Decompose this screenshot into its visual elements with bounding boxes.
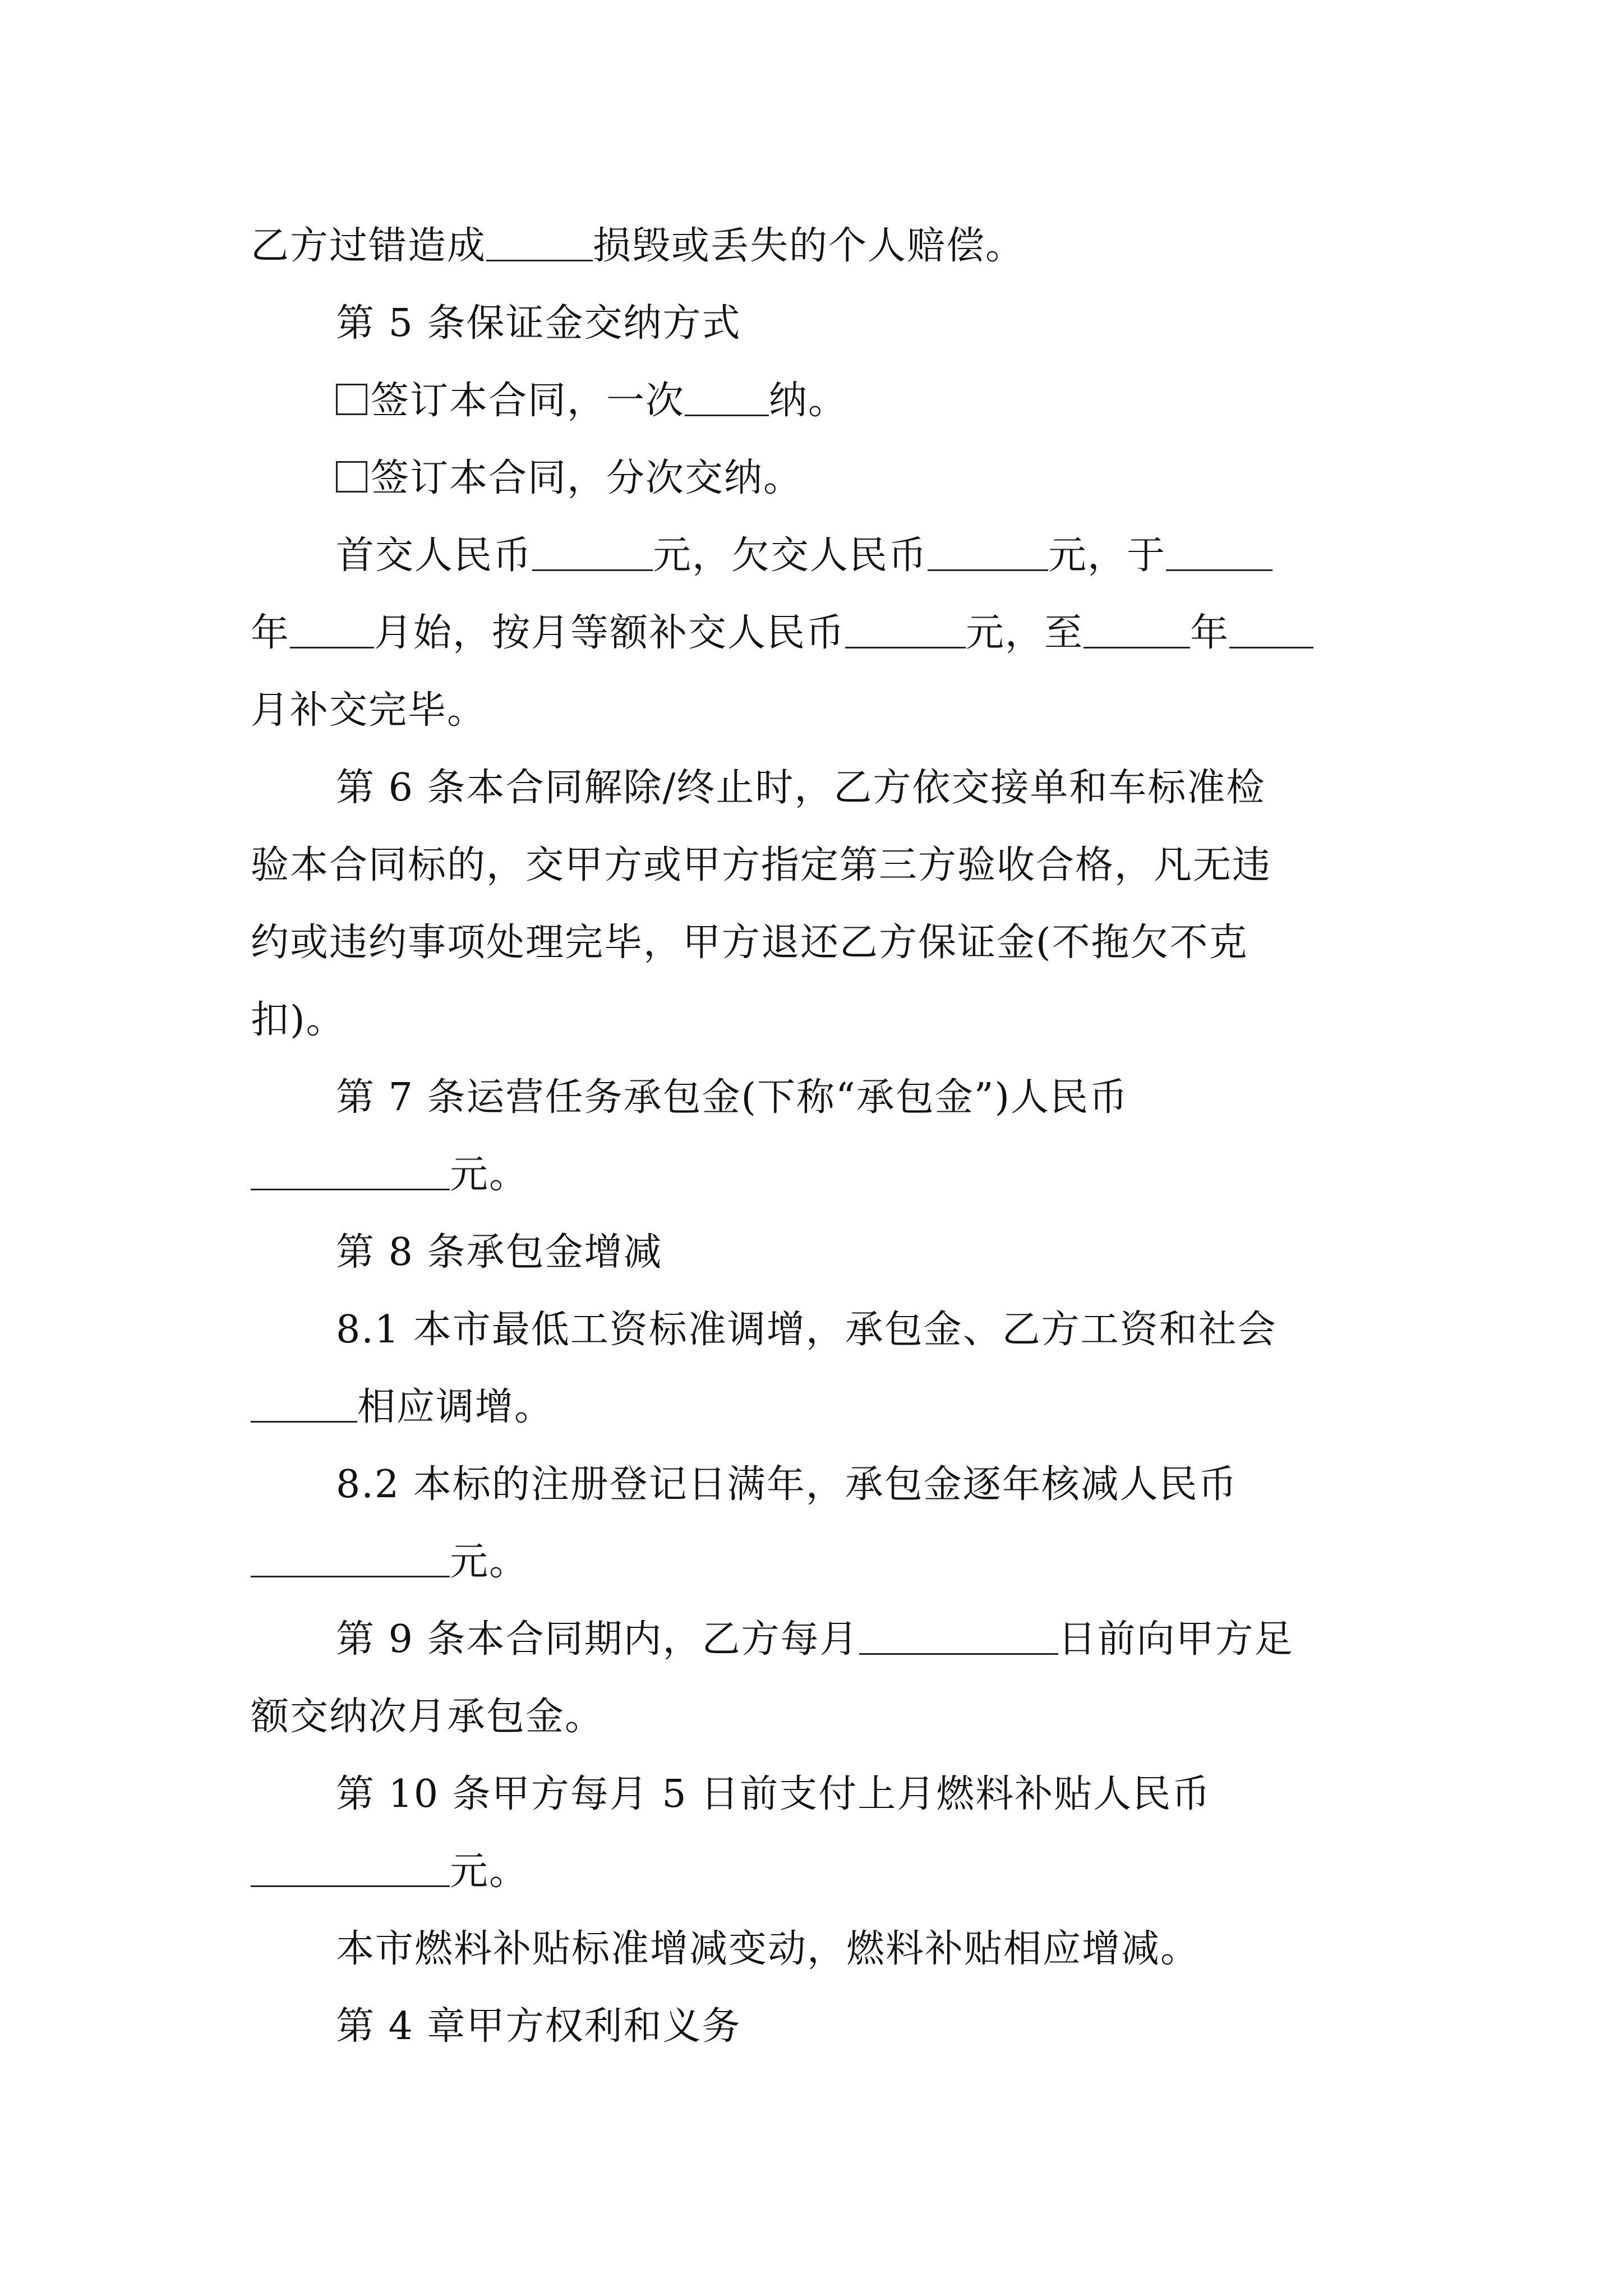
- paragraph-installment-terms: [251, 517, 1389, 749]
- text-segment: 相应调增。: [357, 1385, 554, 1429]
- blank-field: [251, 1154, 450, 1190]
- paragraph-article-6: [251, 749, 1389, 1059]
- blank-field: [251, 1387, 357, 1423]
- blank-field: [532, 535, 653, 571]
- line: 额交纳次月承包金。: [251, 1695, 605, 1739]
- line: [251, 595, 1389, 672]
- text-segment: 元，至: [966, 611, 1084, 655]
- blank-field: [685, 380, 769, 416]
- blank-field: [251, 1542, 450, 1577]
- line: [251, 517, 1389, 595]
- blank-field: [290, 613, 374, 648]
- blank-field: [1229, 613, 1313, 648]
- text-segment: 签订本合同，分次交纳。: [371, 456, 803, 500]
- text-segment: 损毁或丢失的个人赔偿。: [593, 224, 1025, 268]
- paragraph-article-10: [251, 1756, 1389, 1911]
- line: 约或违约事项处理完毕，甲方退还乙方保证金(不拖欠不克: [251, 921, 1248, 965]
- line: [251, 672, 1389, 749]
- text-segment: 元。: [450, 1153, 529, 1197]
- line: [251, 1601, 1389, 1678]
- blank-field: [486, 226, 593, 261]
- text-segment: 第 9 条本合同期内，乙方每月: [336, 1617, 859, 1662]
- line: 8.2 本标的注册登记日满年，承包金逐年核减人民币: [336, 1462, 1238, 1507]
- blank-field: [1166, 535, 1272, 571]
- heading-chapter-4: 第 4 章甲方权利和义务: [336, 2004, 741, 2049]
- paragraph-personal-compensation: [251, 208, 1389, 285]
- text-segment: 首交人民币: [336, 533, 533, 578]
- paragraph-article-7: [251, 1059, 1389, 1214]
- blank-field: [251, 1851, 450, 1887]
- paragraph-article-9: [251, 1601, 1389, 1756]
- line: 验本合同标的，交甲方或甲方指定第三方验收合格，凡无违: [251, 843, 1272, 887]
- blank-field: [1083, 613, 1190, 648]
- line: 扣)。: [251, 998, 345, 1042]
- text-segment: 月始，按月等额补交人民币: [374, 611, 846, 655]
- line: 第 7 条运营任务承包金(下称“承包金”)人民币: [336, 1075, 1129, 1120]
- text-segment: 元，欠交人民币: [653, 533, 928, 578]
- line: [251, 1524, 1389, 1601]
- line: [251, 1369, 1389, 1446]
- text-segment: 元，于: [1048, 533, 1166, 578]
- paragraph-fuel-subsidy-change: 本市燃料补贴标准增减变动，燃料补贴相应增减。: [336, 1927, 1200, 1971]
- heading-article-5: 第 5 条保证金交纳方式: [336, 301, 741, 346]
- text-segment: 年: [251, 611, 291, 655]
- line: 8.1 本市最低工资标准调增，承包金、乙方工资和社会: [336, 1308, 1277, 1352]
- document-body: [251, 208, 1389, 2065]
- text-segment: 月补交完毕。: [251, 688, 487, 733]
- heading-article-8: 第 8 条承包金增减: [336, 1230, 663, 1274]
- text-segment: 年: [1190, 611, 1230, 655]
- line: 第 6 条本合同解除/终止时，乙方依交接单和车标准检: [336, 766, 1266, 810]
- checkbox-icon[interactable]: [336, 384, 367, 415]
- option-pay-once: [251, 362, 1389, 440]
- blank-field: [859, 1619, 1058, 1655]
- line: [251, 1833, 1389, 1911]
- paragraph-article-8-1: [251, 1291, 1389, 1446]
- line: [251, 1137, 1389, 1214]
- text-segment: 乙方过错造成: [251, 224, 487, 268]
- text-segment: 元。: [450, 1849, 529, 1894]
- text-segment: 元。: [450, 1540, 529, 1584]
- text-segment: 日前向甲方足: [1058, 1617, 1294, 1662]
- text-segment: 签订本合同，一次: [371, 379, 685, 423]
- option-pay-installments: [251, 440, 1389, 517]
- text-segment: 纳。: [769, 379, 848, 423]
- paragraph-article-8-2: [251, 1446, 1389, 1601]
- blank-field: [928, 535, 1048, 571]
- blank-field: [845, 613, 966, 648]
- line: 第 10 条甲方每月 5 日前支付上月燃料补贴人民币: [336, 1772, 1211, 1816]
- checkbox-icon[interactable]: [336, 461, 367, 493]
